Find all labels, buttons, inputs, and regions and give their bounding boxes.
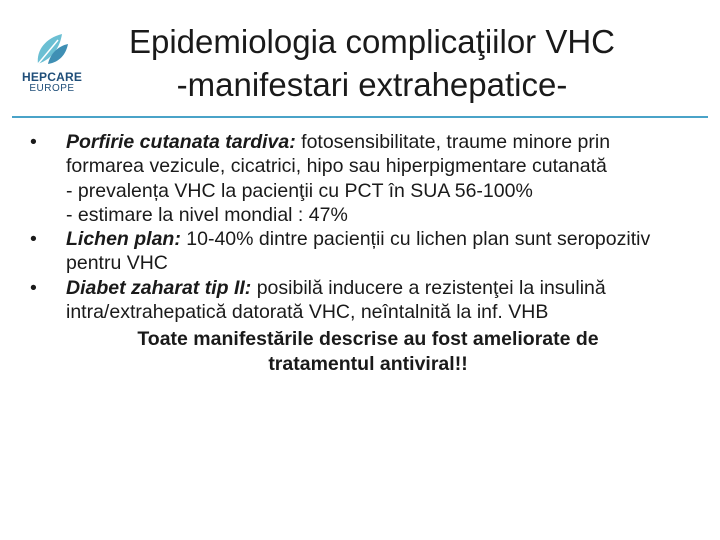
hepcare-logo <box>14 30 90 100</box>
title-line-1: Epidemiologia complicaţiilor VHC <box>128 23 616 60</box>
bullet-marker: • <box>30 276 37 299</box>
bullet-sub-item: - prevalența VHC la pacienţii cu PCT în SUA 56-100% <box>66 179 533 202</box>
logo-text-europe: EUROPE <box>29 83 75 94</box>
logo-text-hepcare: HEPCARE <box>21 70 83 84</box>
slide-body <box>30 130 670 376</box>
bullet-text: posibilă inducere a rezistenţei la insulină intra/extrahepatică datorată VHC, neîntalnită la inf. VHB <box>66 276 606 324</box>
bullet-sub-item: - estimare la nivel mondial : 47% <box>66 203 348 226</box>
bullet-term: Diabet zaharat tip II: <box>66 276 252 299</box>
bullet-text: fotosensibilitate, traume minore prin formarea vezicule, cicatrici, hipo sau hiperpigmentare cutanată <box>66 131 611 178</box>
bullet-lichen-plan <box>30 227 670 276</box>
conclusion-line-1: Toate manifestările descrise au fost ameliorate de <box>137 328 599 351</box>
title-divider <box>12 116 708 118</box>
bullet-porfirie <box>30 130 670 179</box>
bullet-term: Porfirie cutanata tardiva: <box>66 131 296 153</box>
leaf-logo-icon <box>32 30 72 70</box>
bullet-text: 10-40% dintre pacienții cu lichen plan sunt seropozitiv pentru VHC <box>66 228 651 275</box>
bullet-diabet <box>30 276 670 325</box>
bullet-marker: • <box>30 131 37 153</box>
bullet-term: Lichen plan: <box>66 228 181 251</box>
bullet-marker: • <box>30 228 37 251</box>
conclusion-line-2: tratamentul antiviral!! <box>268 352 468 375</box>
conclusion <box>30 327 670 376</box>
slide-title <box>92 20 652 106</box>
title-line-2: -manifestari extrahepatice- <box>176 66 568 103</box>
